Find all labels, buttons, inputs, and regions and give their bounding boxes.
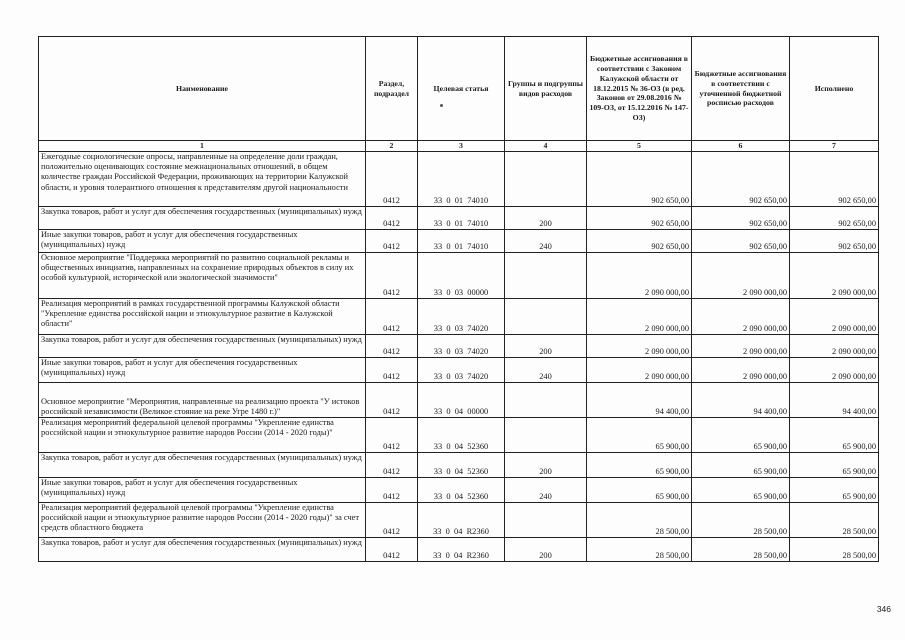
row-executed-amount: 65 900,00 [790, 453, 879, 478]
table-row [39, 383, 879, 418]
row-name: Реализация мероприятий федеральной целевой программы "Укрепление единства российской нации и этнокультурное развитие народов России (2014 - 2020 годы)" [39, 418, 366, 453]
row-law-amount: 2 090 000,00 [587, 253, 692, 299]
row-section: 0412 [366, 418, 418, 453]
row-law-amount: 2 090 000,00 [587, 358, 692, 383]
row-law-amount: 94 400,00 [587, 383, 692, 418]
row-article-code: 33 0 04 R2360 [433, 526, 489, 536]
header-row [39, 37, 879, 141]
table-row [39, 152, 879, 207]
row-group [505, 299, 587, 335]
table-row [39, 335, 879, 358]
row-name: Реализация мероприятий федеральной целевой программы "Укрепление единства российской нации и этнокультурное развитие народов России (2014 - 2020 годы)" за счет средств областного бюджета [39, 503, 366, 538]
table-row [39, 418, 879, 453]
row-name: Закупка товаров, работ и услуг для обеспечения государственных (муниципальных) нужд [39, 207, 366, 230]
budget-table [38, 36, 879, 562]
row-refined-amount: 65 900,00 [692, 478, 790, 503]
row-article [418, 299, 505, 335]
column-number: 5 [587, 141, 692, 152]
row-executed-amount: 2 090 000,00 [790, 299, 879, 335]
row-article-code: 33 0 03 74020 [433, 371, 489, 381]
row-executed-amount: 2 090 000,00 [790, 358, 879, 383]
row-name: Закупка товаров, работ и услуг для обеспечения государственных (муниципальных) нужд [39, 538, 366, 562]
row-executed-amount: 28 500,00 [790, 538, 879, 562]
row-section: 0412 [366, 538, 418, 562]
table-row [39, 299, 879, 335]
row-group: 240 [505, 478, 587, 503]
row-executed-amount: 2 090 000,00 [790, 253, 879, 299]
row-refined-amount: 2 090 000,00 [692, 299, 790, 335]
row-group [505, 418, 587, 453]
row-article-code: 33 0 01 74010 [433, 218, 489, 228]
row-article-code: 33 0 01 74010 [433, 241, 489, 251]
column-number-row [39, 141, 879, 152]
row-executed-amount: 65 900,00 [790, 418, 879, 453]
header-executed: Исполнено [790, 37, 879, 141]
row-article [418, 152, 505, 207]
row-group [505, 503, 587, 538]
row-section: 0412 [366, 478, 418, 503]
row-refined-amount: 28 500,00 [692, 503, 790, 538]
row-section: 0412 [366, 335, 418, 358]
table-row [39, 358, 879, 383]
row-section: 0412 [366, 253, 418, 299]
row-refined-amount: 2 090 000,00 [692, 253, 790, 299]
row-law-amount: 65 900,00 [587, 453, 692, 478]
row-article-code: 33 0 03 74020 [433, 346, 489, 356]
table-row [39, 478, 879, 503]
header-name: Наименование [39, 37, 366, 141]
column-number: 2 [366, 141, 418, 152]
table-row [39, 253, 879, 299]
row-name: Иные закупки товаров, работ и услуг для обеспечения государственных (муниципальных) нужд [39, 478, 366, 503]
header-refined-allocation: Бюджетные ассигнования в соответствии с уточненной бюджетной росписью расходов [692, 37, 790, 141]
row-refined-amount: 902 650,00 [692, 152, 790, 207]
row-name: Иные закупки товаров, работ и услуг для обеспечения государственных (муниципальных) нужд [39, 230, 366, 253]
row-law-amount: 902 650,00 [587, 230, 692, 253]
header-article: Целевая статья [418, 37, 505, 141]
row-refined-amount: 2 090 000,00 [692, 335, 790, 358]
row-article-code: 33 0 04 52360 [433, 466, 489, 476]
row-law-amount: 28 500,00 [587, 538, 692, 562]
row-law-amount: 65 900,00 [587, 478, 692, 503]
row-article [418, 478, 505, 503]
row-article [418, 418, 505, 453]
row-article-code: 33 0 04 R2360 [433, 550, 489, 560]
table-row [39, 538, 879, 562]
row-law-amount: 65 900,00 [587, 418, 692, 453]
row-article [418, 453, 505, 478]
row-refined-amount: 902 650,00 [692, 230, 790, 253]
row-law-amount: 28 500,00 [587, 503, 692, 538]
row-name: Закупка товаров, работ и услуг для обеспечения государственных (муниципальных) нужд [39, 335, 366, 358]
row-law-amount: 902 650,00 [587, 152, 692, 207]
row-group: 200 [505, 335, 587, 358]
row-refined-amount: 65 900,00 [692, 418, 790, 453]
header-section: Раздел, подраздел [366, 37, 418, 141]
table-row [39, 503, 879, 538]
row-article [418, 230, 505, 253]
row-executed-amount: 28 500,00 [790, 503, 879, 538]
row-name: Реализация мероприятий в рамках государственной программы Калужской области "Укрепление единства российской нации и этнокультурное развитие в Калужской области" [39, 299, 366, 335]
row-refined-amount: 2 090 000,00 [692, 358, 790, 383]
row-article-code: 33 0 03 00000 [433, 287, 489, 297]
column-number: 7 [790, 141, 879, 152]
row-article [418, 358, 505, 383]
row-group: 200 [505, 207, 587, 230]
row-name: Основное мероприятие "Мероприятия, направленные на реализацию проекта "У истоков российской независимости (Великое стояние на реке Угре 1480 г.)" [39, 383, 366, 418]
row-refined-amount: 65 900,00 [692, 453, 790, 478]
row-name: Иные закупки товаров, работ и услуг для обеспечения государственных (муниципальных) нужд [39, 358, 366, 383]
row-section: 0412 [366, 503, 418, 538]
row-article [418, 538, 505, 562]
column-number: 4 [505, 141, 587, 152]
column-number: 1 [39, 141, 366, 152]
row-refined-amount: 94 400,00 [692, 383, 790, 418]
row-section: 0412 [366, 453, 418, 478]
header-group: Группы и подгруппы видов расходов [505, 37, 587, 141]
header-law-allocation: Бюджетные ассигнования в соответствии с Законом Калужской области от 18.12.2015 № 36-ОЗ (в ред. Законов от 29.08.2016 № 109-ОЗ, от 15.12.2016 № 147-ОЗ) [587, 37, 692, 141]
row-article [418, 253, 505, 299]
row-group: 240 [505, 230, 587, 253]
row-group [505, 152, 587, 207]
row-law-amount: 902 650,00 [587, 207, 692, 230]
row-article [418, 335, 505, 358]
row-article [418, 207, 505, 230]
column-number: 3 [418, 141, 505, 152]
row-law-amount: 2 090 000,00 [587, 299, 692, 335]
row-executed-amount: 902 650,00 [790, 152, 879, 207]
row-executed-amount: 2 090 000,00 [790, 335, 879, 358]
row-name: Закупка товаров, работ и услуг для обеспечения государственных (муниципальных) нужд [39, 453, 366, 478]
row-section: 0412 [366, 152, 418, 207]
row-executed-amount: 94 400,00 [790, 383, 879, 418]
row-law-amount: 2 090 000,00 [587, 335, 692, 358]
row-article-code: 33 0 04 52360 [433, 491, 489, 501]
row-section: 0412 [366, 358, 418, 383]
row-section: 0412 [366, 230, 418, 253]
page-number: 346 [876, 604, 891, 614]
row-article-code: 33 0 04 52360 [433, 441, 489, 451]
column-number: 6 [692, 141, 790, 152]
row-article-code: 33 0 04 00000 [433, 406, 489, 416]
row-group [505, 383, 587, 418]
table-row [39, 207, 879, 230]
table-row [39, 453, 879, 478]
row-section: 0412 [366, 299, 418, 335]
row-name: Ежегодные социологические опросы, направленные на определение доли граждан, положительно оценивающих состояние межнациональных отношений, в общем количестве граждан Российской Федерации, проживающих на территории Калужской области, и уровня толерантного отношения к представителям другой национальности [39, 152, 366, 207]
row-group: 200 [505, 453, 587, 478]
row-executed-amount: 902 650,00 [790, 207, 879, 230]
row-section: 0412 [366, 383, 418, 418]
table-row [39, 230, 879, 253]
row-name: Основное мероприятие "Поддержка мероприятий по развитию социальной рекламы и общественных инициатив, направленных на сохранение природных объектов в силу их особой культурной, исторической или экологической значимости" [39, 253, 366, 299]
row-executed-amount: 902 650,00 [790, 230, 879, 253]
row-section: 0412 [366, 207, 418, 230]
row-group: 200 [505, 538, 587, 562]
row-refined-amount: 28 500,00 [692, 538, 790, 562]
row-executed-amount: 65 900,00 [790, 478, 879, 503]
row-refined-amount: 902 650,00 [692, 207, 790, 230]
row-article-code: 33 0 01 74010 [433, 195, 489, 205]
row-group [505, 253, 587, 299]
row-article [418, 503, 505, 538]
row-group: 240 [505, 358, 587, 383]
row-article [418, 383, 505, 418]
row-article-code: 33 0 03 74020 [433, 323, 489, 333]
